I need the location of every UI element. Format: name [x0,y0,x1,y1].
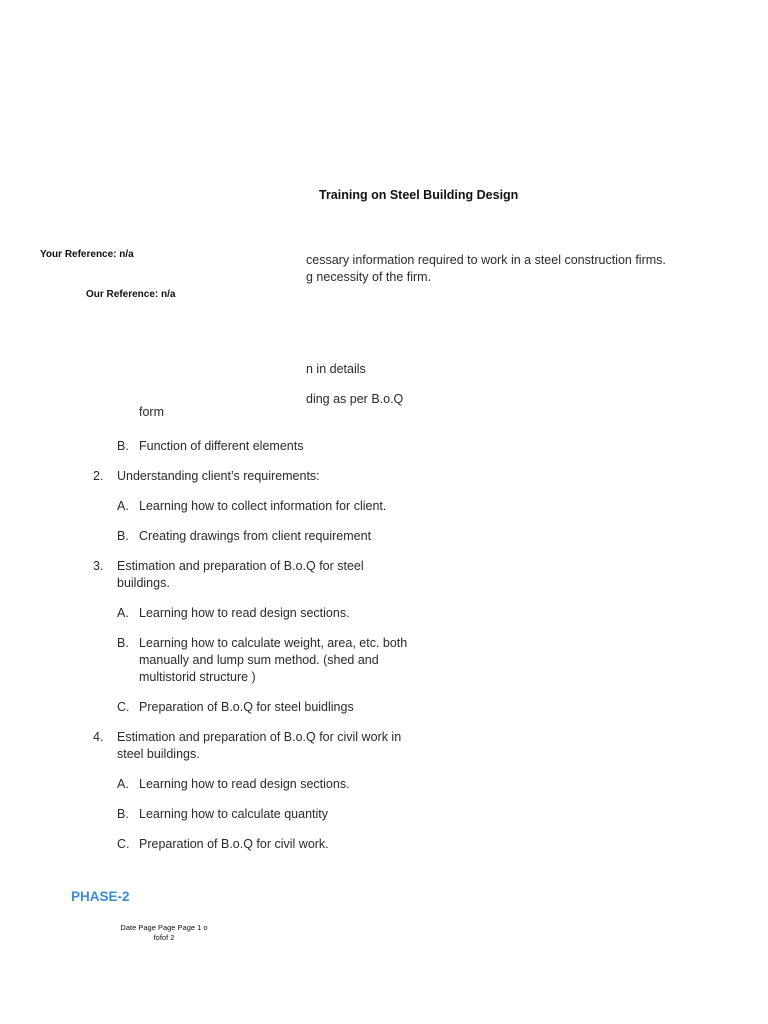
list-marker: 2. [93,469,104,483]
list-marker: B. [117,439,129,453]
list-text: Creating drawings from client requirement [139,529,372,543]
list-text: Learning how to read design sections. [139,606,350,620]
intro-line-1: cessary information required to work in a steel construction firms. [306,253,666,267]
list-item-2b [0,528,768,545]
list-item-2a [0,498,768,515]
list-item-3 [0,558,768,592]
phase-heading: PHASE-2 [71,889,130,904]
list-text-line-3: multistorid structure ) [139,670,256,684]
list-item-b-elements [0,438,768,455]
footer-line-2: fofof 2 [153,933,175,942]
list-item-3a [0,605,768,622]
list-item-4a [0,776,768,793]
list-item-3b [0,635,768,686]
list-text-line-2: buildings. [117,576,170,590]
list-text: Learning how to read design sections. [139,777,350,791]
partial-line-1: n in details [306,362,366,376]
list-marker: B. [117,807,129,821]
our-reference: Our Reference: n/a [86,289,176,300]
list-marker: A. [117,606,129,620]
list-text-line-2: steel buildings. [117,747,200,761]
intro-line-2: g necessity of the firm. [306,270,432,284]
list-text-line-1: Estimation and preparation of B.o.Q for steel [117,559,364,573]
list-item-4b [0,806,768,823]
list-text: Function of different elements [139,439,304,453]
list-item-3c [0,699,768,716]
page-footer [118,923,210,943]
list-marker: C. [117,837,130,851]
list-marker: A. [117,777,129,791]
list-marker: B. [117,529,129,543]
list-text: Learning how to collect information for client. [139,499,387,513]
list-item-4c [0,836,768,853]
list-text: Learning how to calculate quantity [139,807,329,821]
list-marker: C. [117,700,130,714]
list-item-2 [0,468,768,485]
list-marker: B. [117,636,129,650]
partial-line-2: ding as per B.o.Q [306,392,404,406]
list-marker: 3. [93,559,104,573]
list-text-line-2: manually and lump sum method. (shed and [139,653,379,667]
partial-line-clipped [139,405,179,421]
footer-line-1: Date Page Page Page 1 o [120,923,208,932]
document-title: Training on Steel Building Design [319,188,519,202]
list-text: Preparation of B.o.Q for steel buidlings [139,700,354,714]
list-text-line-1: Learning how to calculate weight, area, etc. both [139,636,408,650]
list-marker: A. [117,499,129,513]
partial-line-clipped-text: form [139,405,164,419]
list-item-4 [0,729,768,763]
list-text: Understanding client’s requirements: [117,469,320,483]
list-text-line-1: Estimation and preparation of B.o.Q for civil work in [117,730,402,744]
list-text: Preparation of B.o.Q for civil work. [139,837,329,851]
your-reference: Your Reference: n/a [40,249,134,260]
list-marker: 4. [93,730,104,744]
